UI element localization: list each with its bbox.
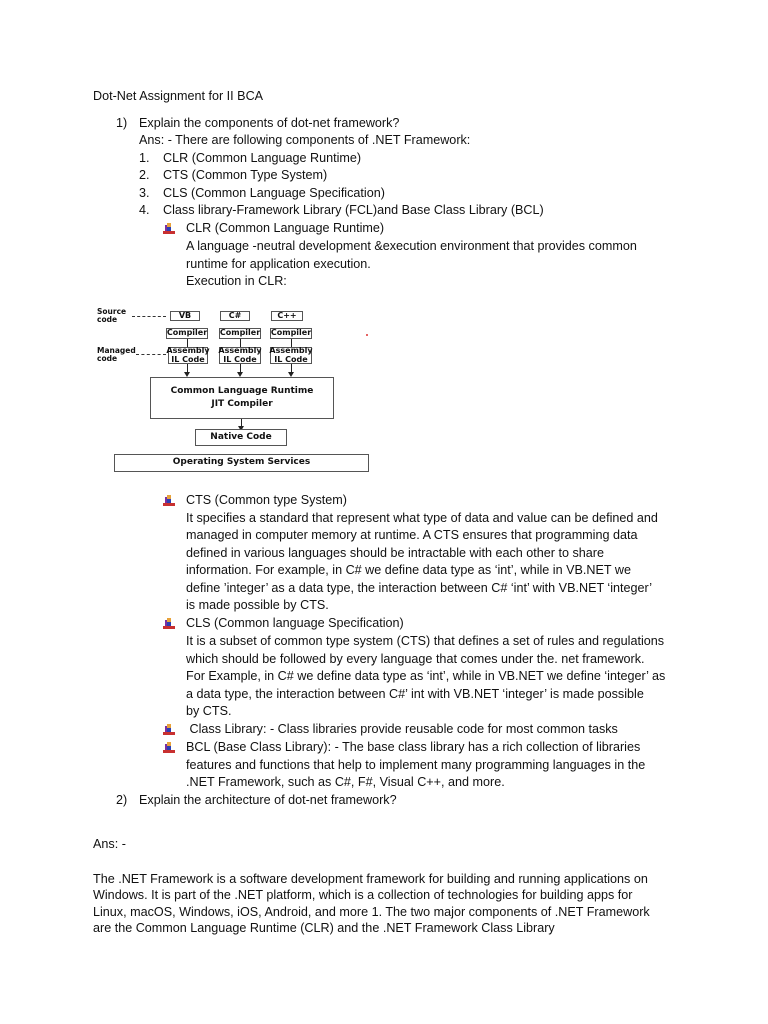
clr-text: runtime for application execution. xyxy=(186,257,371,271)
component-number: 2. xyxy=(139,168,150,182)
assembly-box: Assembly IL Code xyxy=(269,346,313,364)
cls-heading: CLS (Common language Specification) xyxy=(186,616,404,630)
q2-paragraph-line: Linux, macOS, Windows, iOS, Android, and more 1. The two major components of .NET Framework xyxy=(93,905,650,919)
clr-execution-diagram xyxy=(92,303,372,475)
cls-text: which should be followed by every language that comes under the. net framework. xyxy=(186,652,645,666)
bcl-text: .NET Framework, such as C#, F#, Visual C++, and more. xyxy=(186,775,505,789)
compiler-box: Compiler xyxy=(270,328,312,338)
component-item: Class library-Framework Library (FCL)and Base Class Library (BCL) xyxy=(163,203,544,217)
managed-code-label: Managed code xyxy=(97,346,136,363)
cls-text: a data type, the interaction between C#’ int with VB.NET ‘integer’ is made possible xyxy=(186,687,644,701)
clr-text: Execution in CLR: xyxy=(186,274,287,288)
component-item: CLR (Common Language Runtime) xyxy=(163,151,362,165)
cls-text: by CTS. xyxy=(186,704,232,718)
q2-paragraph-line: The .NET Framework is a software development framework for building and running applications on xyxy=(93,872,648,886)
component-number: 1. xyxy=(139,151,150,165)
clr-jit-box: Common Language Runtime JIT Compiler xyxy=(150,377,334,419)
q2-question: Explain the architecture of dot-net framework? xyxy=(139,793,397,807)
dashed-connector xyxy=(132,316,166,317)
q1-answer-intro: Ans: - There are following components of .NET Framework: xyxy=(139,133,471,147)
cpp-box: C++ xyxy=(271,311,303,321)
cts-text: define ’integer’ as a data type, the interaction between C# ‘int’ with VB.NET ‘integer’ xyxy=(186,581,652,595)
cts-heading: CTS (Common type System) xyxy=(186,493,347,507)
clr-text: A language -neutral development &execution environment that provides common xyxy=(186,239,637,253)
q2-number: 2) xyxy=(116,793,128,807)
cts-text: It specifies a standard that represent what type of data and value can be defined and xyxy=(186,511,658,525)
component-item: CTS (Common Type System) xyxy=(163,168,328,182)
os-services-box: Operating System Services xyxy=(114,454,369,472)
cls-text: It is a subset of common type system (CTS) that defines a set of rules and regulations xyxy=(186,634,665,648)
q2-ans-label: Ans: - xyxy=(93,837,126,851)
q1-question: Explain the components of dot-net framework? xyxy=(139,116,400,130)
q2-paragraph-line: Windows. It is part of the .NET platform, which is a collection of technologies for building apps for xyxy=(93,888,633,902)
stray-mark xyxy=(366,334,368,336)
cls-text: For Example, in C# we define data type as ‘int’, while in VB.NET we define ‘integer’ as xyxy=(186,669,666,683)
document-title: Dot-Net Assignment for II BCA xyxy=(93,89,264,103)
q2-paragraph-line: are the Common Language Runtime (CLR) and the .NET Framework Class Library xyxy=(93,921,555,935)
compiler-box: Compiler xyxy=(219,328,261,338)
class-library-text: Class Library: - Class libraries provide reusable code for most common tasks xyxy=(186,722,618,736)
clr-heading: CLR (Common Language Runtime) xyxy=(186,221,385,235)
cts-text: defined in various languages should be intractable with each other to share xyxy=(186,546,604,560)
vb-box: VB xyxy=(170,311,200,321)
assembly-box: Assembly IL Code xyxy=(166,346,210,364)
cts-text: managed in computer memory at runtime. A CTS ensures that programming data xyxy=(186,528,638,542)
compiler-box: Compiler xyxy=(166,328,208,338)
bcl-text: features and functions that help to implement many programming languages in the xyxy=(186,758,646,772)
native-code-box: Native Code xyxy=(195,429,287,446)
cts-text: is made possible by CTS. xyxy=(186,598,329,612)
bullet-icon xyxy=(162,222,176,236)
q1-number: 1) xyxy=(116,116,128,130)
cts-text: information. For example, in C# we define data type as ‘int’, while in VB.NET we xyxy=(186,563,631,577)
bcl-text: BCL (Base Class Library): - The base class library has a rich collection of libraries xyxy=(186,740,641,754)
bullet-icon xyxy=(162,723,176,737)
csharp-box: C# xyxy=(220,311,250,321)
bullet-icon xyxy=(162,741,176,755)
component-number: 3. xyxy=(139,186,150,200)
assembly-box: Assembly IL Code xyxy=(218,346,262,364)
dashed-connector xyxy=(136,354,166,355)
bullet-icon xyxy=(162,494,176,508)
source-code-label: Source code xyxy=(97,307,127,324)
component-number: 4. xyxy=(139,203,150,217)
component-item: CLS (Common Language Specification) xyxy=(163,186,385,200)
bullet-icon xyxy=(162,617,176,631)
